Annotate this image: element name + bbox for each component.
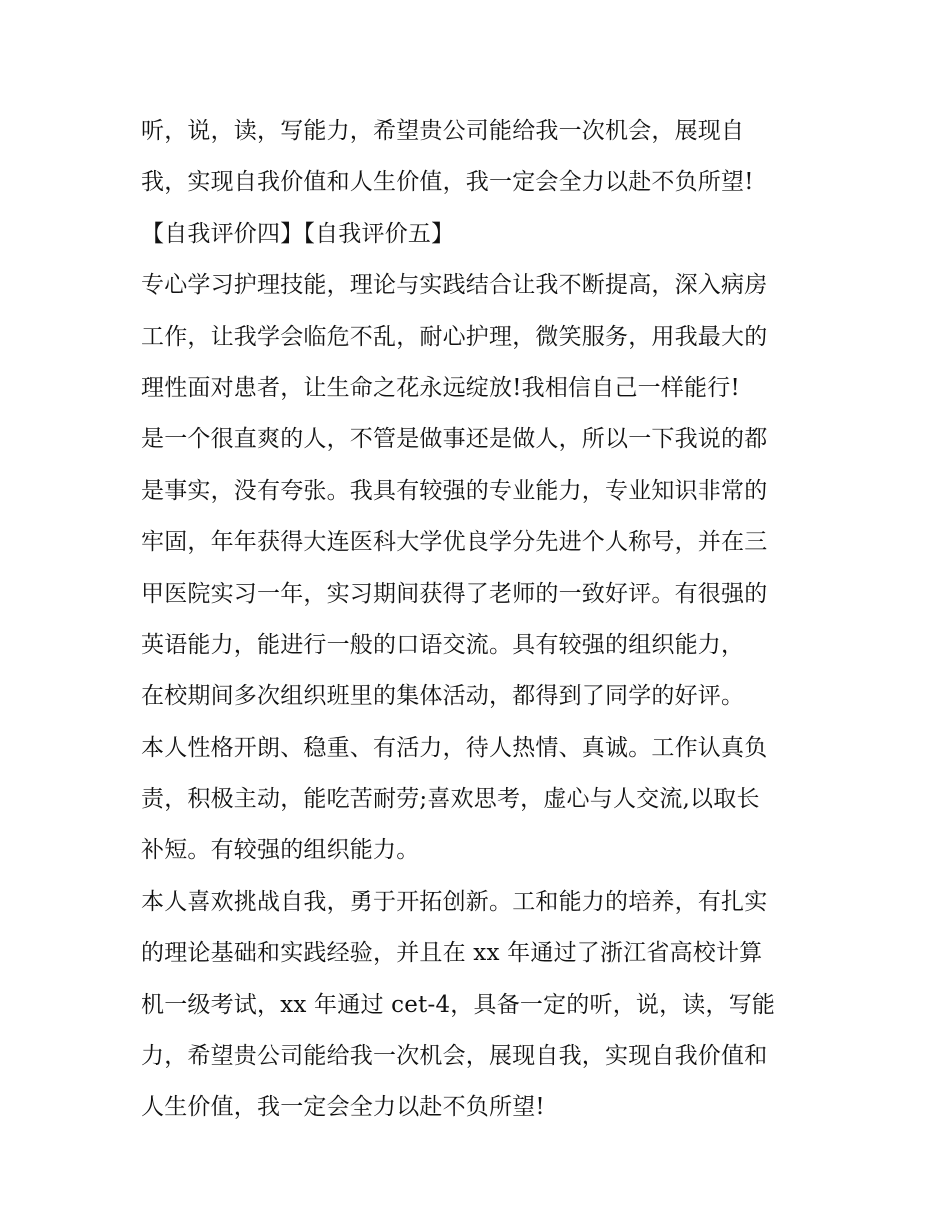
text-line: 我，实现自我价值和人生价值，我一定会全力以赴不负所望!	[141, 169, 754, 196]
text-line: 补短。有较强的组织能力。	[141, 837, 420, 864]
text-line: 工作，让我学会临危不乱，耐心护理，微笑服务，用我最大的	[141, 323, 768, 350]
text-line: 本人喜欢挑战自我，勇于开拓创新。工和能力的培养，有扎实	[141, 888, 768, 915]
section-heading: 【自我评价四】【自我评价五】	[141, 220, 455, 247]
text-line: 是一个很直爽的人，不管是做事还是做人，所以一下我说的都	[141, 426, 768, 453]
text-line: 力，希望贵公司能给我一次机会，展现自我，实现自我价值和	[141, 1043, 768, 1070]
text-line: 在校期间多次组织班里的集体活动，都得到了同学的好评。	[141, 683, 745, 710]
text-line: 责，积极主动，能吃苦耐劳;喜欢思考，虚心与人交流,以取长	[141, 786, 760, 813]
text-line: 的理论基础和实践经验，并且在 xx 年通过了浙江省高校计算	[141, 940, 763, 967]
text-line: 是事实，没有夸张。我具有较强的专业能力，专业知识非常的	[141, 477, 768, 504]
text-line: 英语能力，能进行一般的口语交流。具有较强的组织能力，	[141, 631, 745, 658]
text-line: 听，说，读，写能力，希望贵公司能给我一次机会，展现自	[141, 118, 745, 144]
text-line: 牢固，年年获得大连医科大学优良学分先进个人称号，并在三	[141, 529, 768, 556]
text-line: 本人性格开朗、稳重、有活力，待人热情、真诚。工作认真负	[141, 734, 768, 761]
text-line: 甲医院实习一年，实习期间获得了老师的一致好评。有很强的	[141, 580, 768, 607]
text-line: 理性面对患者，让生命之花永远绽放!我相信自己一样能行!	[141, 374, 740, 401]
text-line: 专心学习护理技能，理论与实践结合让我不断提高，深入病房	[141, 272, 768, 299]
text-line: 机一级考试，xx 年通过 cet-4，具备一定的听，说，读，写能	[141, 991, 776, 1018]
body-text	[141, 106, 821, 1134]
text-line: 人生价值，我一定会全力以赴不负所望!	[141, 1094, 545, 1121]
